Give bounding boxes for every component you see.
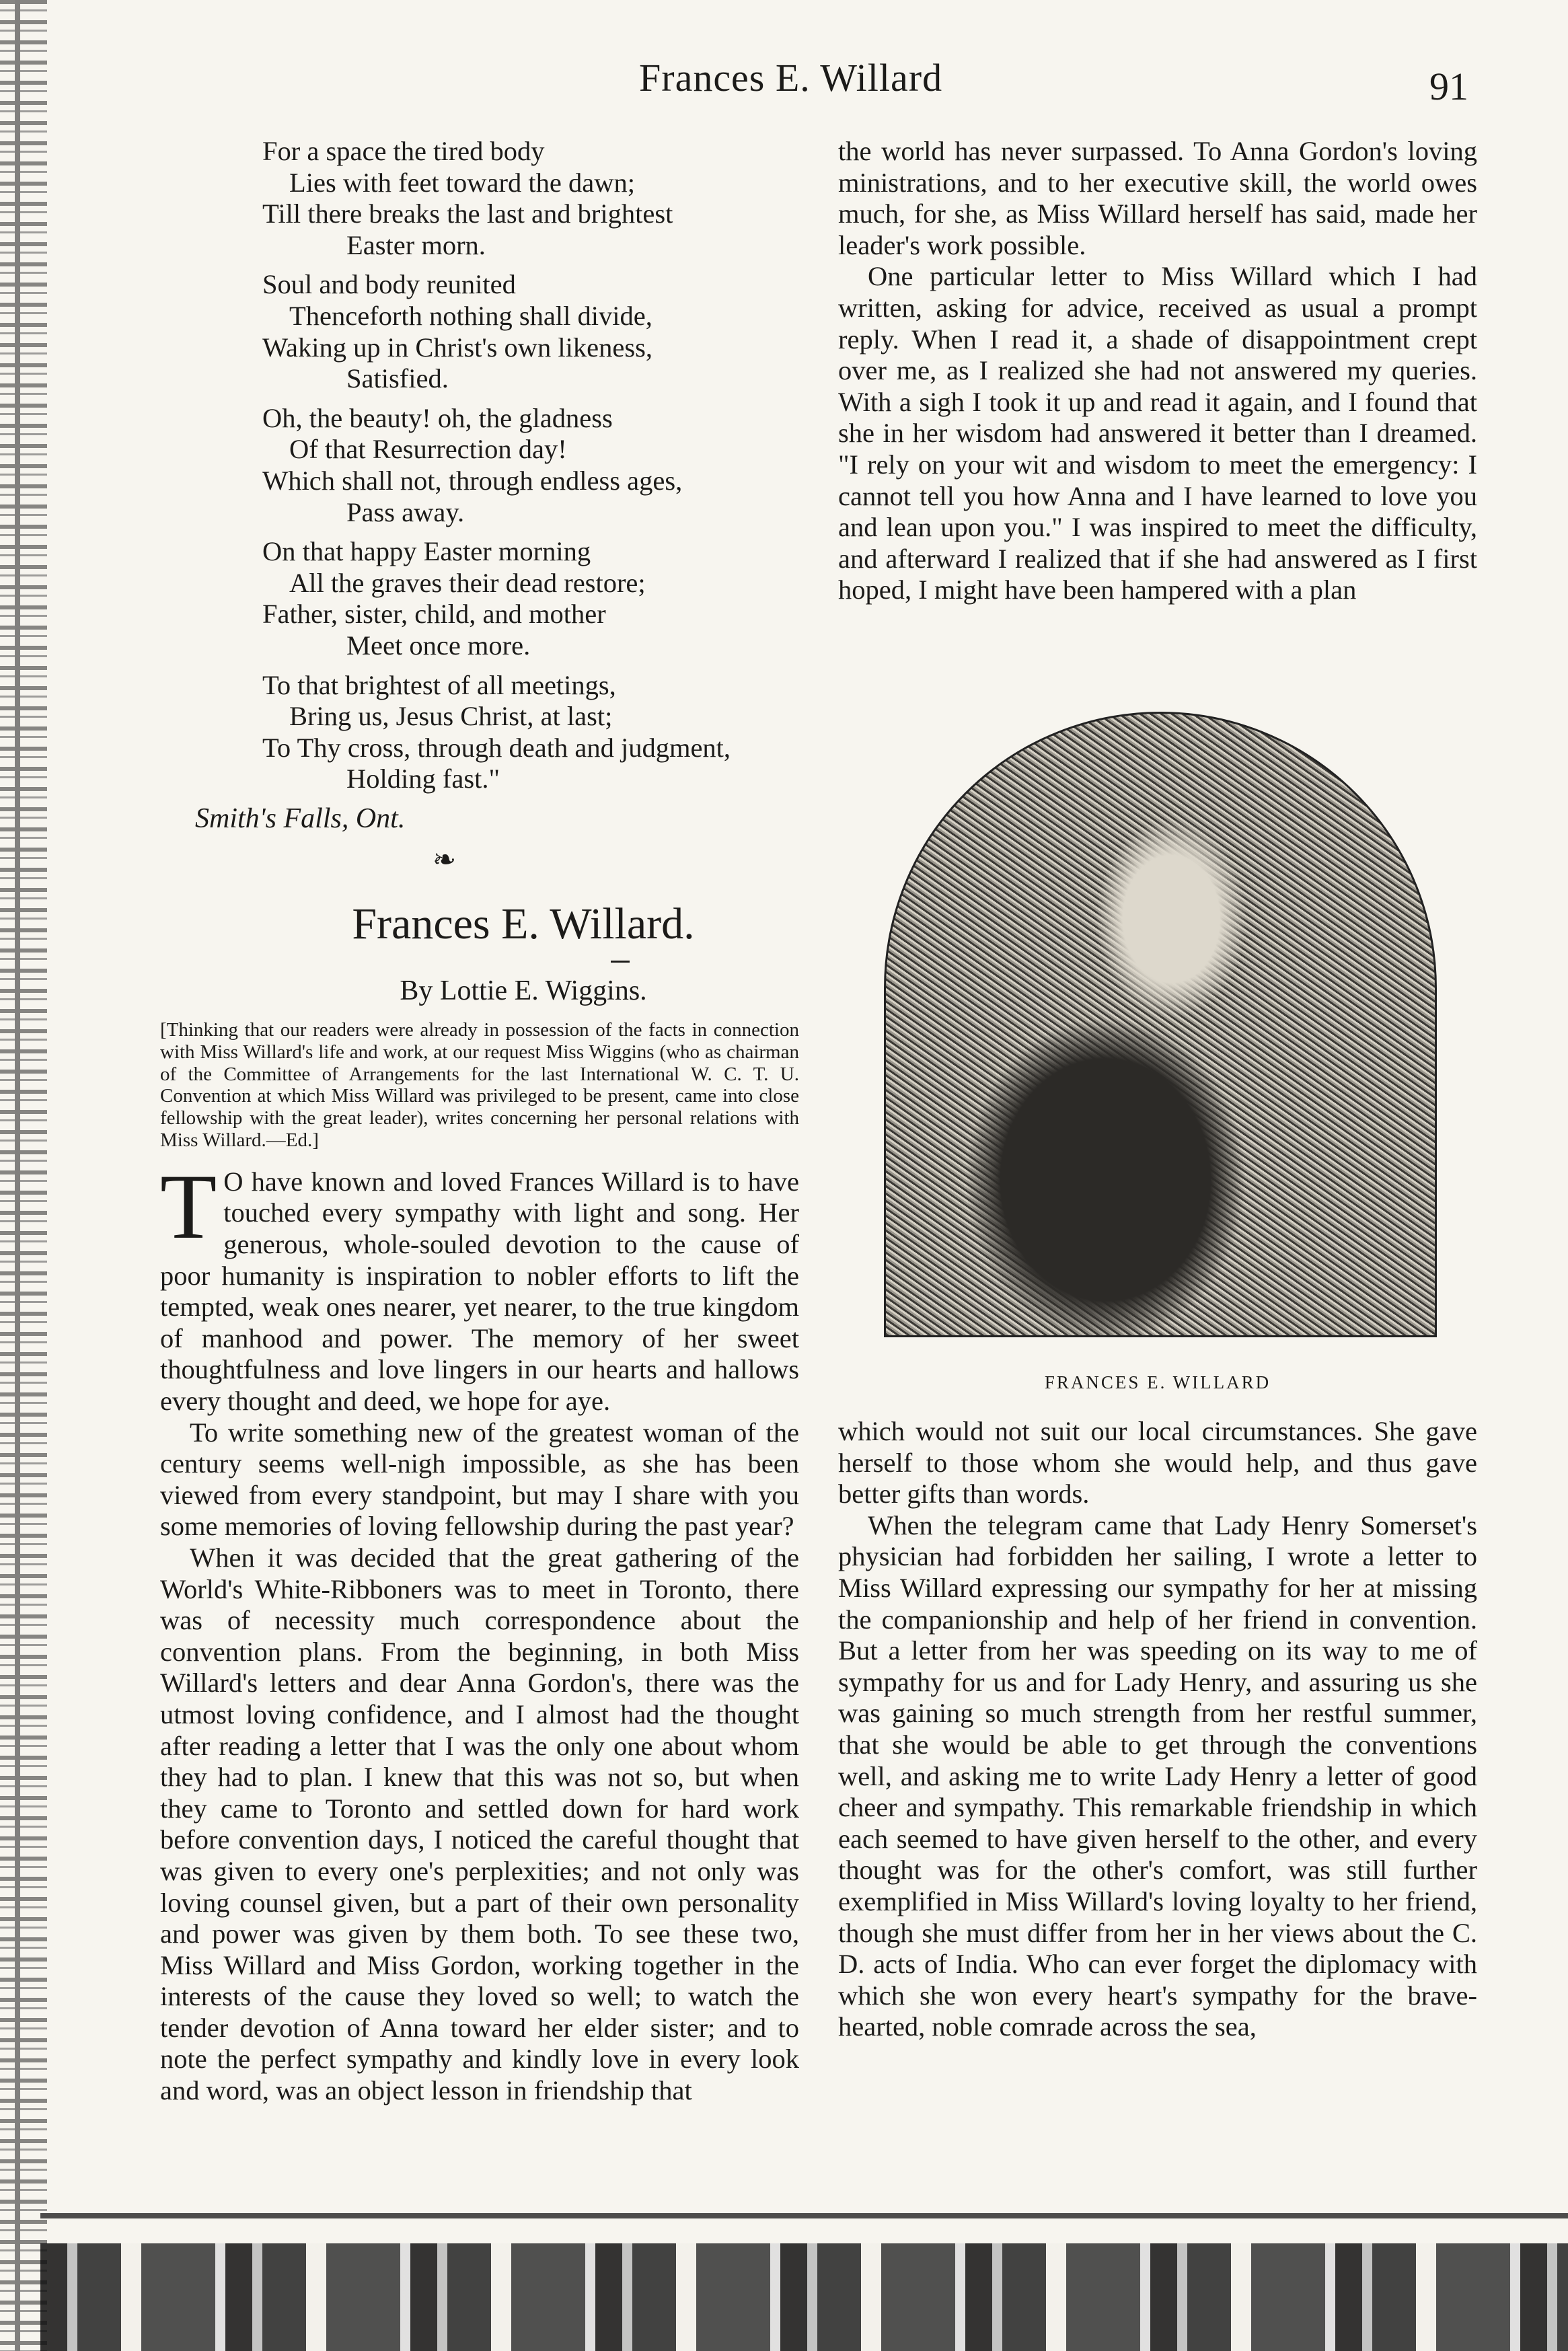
poem-line: Till there breaks the last and brightest (262, 198, 673, 229)
poem-line: All the graves their dead restore; (289, 567, 646, 598)
portrait-figure (884, 712, 1437, 1337)
poem-line: To that brightest of all meetings, (262, 669, 616, 700)
running-title: Frances E. Willard (639, 56, 943, 100)
article-title: Frances E. Willard. (352, 899, 695, 949)
article-paragraph: When it was decided that the great gathering of the World's White-Ribboners was to meet in Toronto, there was of necessity much correspondence about the convention plans. From the beginning, in both Miss Willard's letters and dear Anna Gordon's, there was the utmost loving confidence, and I almost had the thought after reading a letter that I was the only one about whom they had to plan. I knew that this was not so, but when they came to Toronto and settled down for hard work before convention days, I noticed the careful thought that was given to every one's perplexities; and not only was loving counsel given, but a part of their own personality and power was given by them both. To see these two, Miss Willard and Miss Gordon, working together in the interests of the cause they loved so well; to watch the tender devotion of Anna toward her elder sister; and to note the perfect sympathy and kindly love in every look and word, was an object lesson in friendship that (160, 1542, 799, 2106)
poem-stanza (262, 269, 799, 394)
editor-note: [Thinking that our readers were already in possession of the facts in connection with Miss Willard's life and work, at our request Miss Wiggins (who as chairman of the Committee of Arrangements for the last International W. C. T. U. Convention at which Miss Willard was privileged to be present, came into close fellowship with the great leader), writes concerning her personal relations with Miss Willard.—Ed.] (160, 1019, 799, 1152)
portrait-image (884, 712, 1437, 1337)
poem (262, 136, 799, 795)
article-paragraph: the world has never surpassed. To Anna Gordon's loving ministrations, and to her executive skill, the world owes much, for she, as Miss Willard herself has said, made her leader's work possible. (838, 136, 1477, 260)
binding-edge (0, 0, 47, 2351)
left-column (160, 136, 799, 2107)
right-column-top (838, 136, 1477, 606)
article-paragraph: which would not suit our local circumstances. She gave herself to those whom she would help, and thus gave better gifts than words. (838, 1416, 1477, 1509)
poem-line: On that happy Easter morning (262, 536, 591, 567)
poem-line: Thenceforth nothing shall divide, (289, 300, 652, 331)
article-paragraph: One particular letter to Miss Willard which I had written, asking for advice, received as usual a prompt reply. When I read it, a shade of disappointment crept over me, as I realized she had not answered my queries. With a sigh I took it up and read it again, and I found that she in her wisdom had answered it better than I dreamed. "I rely on your wit and wisdom to meet the emergency: I cannot tell you how Anna and I have learned to love you and lean upon you." I was inspired to meet the difficulty, and afterward I realized that if she had answered as I first hoped, I might have been hampered with a plan (838, 261, 1477, 605)
poem-line: Meet once more. (346, 630, 531, 661)
poem-line: Holding fast." (346, 763, 500, 794)
drop-cap: T (160, 1154, 217, 1258)
poem-line: For a space the tired body (262, 136, 545, 166)
portrait-caption: FRANCES E. WILLARD (1044, 1372, 1271, 1392)
ornament-icon: ❧ (433, 845, 457, 876)
article-paragraph: When the telegram came that Lady Henry Somerset's physician had forbidden her sailing, I wrote a letter to Miss Willard expressing our sympathy for her at missing the companionship and help of her friend in convention. But a letter from her was speeding on its way to me of sympathy for us and for Lady Henry, and assuring us she was gaining so much strength from her restful summer, that she would be able to get through the conventions well, and asking me to write Lady Henry a letter of good cheer and sympathy. This remarkable friendship in which each seemed to have given herself to the other, and every thought was for the other's comfort, was still further exemplified in Miss Willard's loving loyalty to her friend, though she must differ from her in her views about the C. D. acts of India. Who can ever forget the diplomacy with which she won every heart's sympathy for the brave-hearted, noble comrade across the sea, (838, 1509, 1477, 2042)
poem-stanza (262, 403, 799, 528)
paragraph-text: O have known and loved Frances Willard is to have touched every sympathy with light and song. Her generous, whole-souled devotion to the cause of poor humanity is inspiration to nobler efforts to lift the tempted, weak ones nearer, yet nearer, to the true kingdom of manhood and power. The memory of her sweet thoughtfulness and love lingers in our hearts and hallows every thought and deed, we hope for aye. (160, 1166, 799, 1416)
article-paragraph: To write something new of the greatest woman of the century seems well-nigh impossible, as she has been viewed from every standpoint, but may I share with you some memories of loving fellowship during the past year? (160, 1417, 799, 1542)
poem-line: Father, sister, child, and mother (262, 599, 606, 630)
poem-line: Of that Resurrection day! (289, 434, 567, 465)
right-column-bottom (838, 1416, 1477, 2043)
poem-line: Waking up in Christ's own likeness, (262, 332, 653, 363)
poem-line: Bring us, Jesus Christ, at last; (289, 701, 613, 732)
poem-line: Oh, the beauty! oh, the gladness (262, 402, 613, 433)
poem-place: Smith's Falls, Ont. (195, 803, 406, 834)
scan-border-strip (40, 2243, 1568, 2351)
poem-line: Lies with feet toward the dawn; (289, 167, 635, 198)
poem-line: Satisfied. (346, 363, 449, 394)
poem-stanza (262, 136, 799, 261)
poem-stanza (262, 536, 799, 661)
poem-stanza (262, 670, 799, 795)
page-number: 91 (1429, 65, 1468, 108)
bottom-rule (40, 2213, 1568, 2218)
byline: By Lottie E. Wiggins. (248, 975, 799, 1007)
poem-line: Soul and body reunited (262, 269, 516, 300)
poem-line: Pass away. (346, 496, 465, 527)
article-paragraph (160, 1154, 799, 1417)
poem-line: Which shall not, through endless ages, (262, 465, 683, 496)
poem-line: Easter morn. (346, 229, 486, 260)
poem-line: To Thy cross, through death and judgment, (262, 732, 731, 763)
